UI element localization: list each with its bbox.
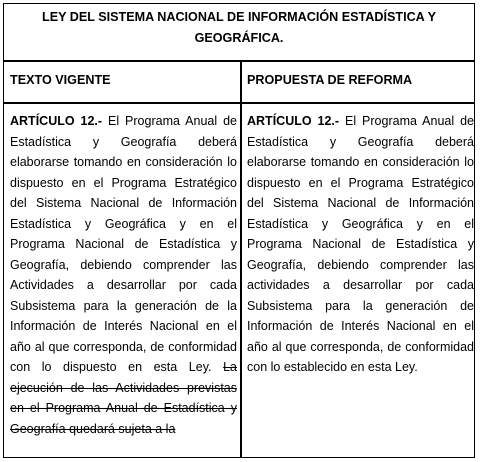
current-article-text: El Programa Anual de Estadística y Geografía deberá elaborarse tomando en consideración lo dispuesto en el Programa Estratégico del Sistema Nacional de Información Estadística y Geográfica y en el Programa Nacional de Estadística y Geografía, debiendo comprender las Actividades a desarrollar por cada Subsistema para la generación de la Información de Interés Nacional en el año al que corresponda, de conformidad con lo dispuesto en esta Ley. [10, 114, 237, 374]
law-title: LEY DEL SISTEMA NACIONAL DE INFORMACIÓN ESTADÍSTICA Y GEOGRÁFICA. [42, 10, 436, 45]
comparison-table [3, 3, 475, 458]
current-text-cell [10, 111, 237, 439]
article-row [4, 104, 474, 457]
struck-through-text: La ejecución de las Actividades previstas en el Programa Anual de Estadística y Geografía quedará sujeta a la [10, 360, 237, 436]
header-texto-vigente: TEXTO VIGENTE [10, 73, 111, 87]
law-title-cell [4, 4, 474, 62]
proposed-article-text: El Programa Anual de Estadística y Geografía deberá elaborarse tomando en consideración lo dispuesto en el Programa Estratégico del Sistema Nacional de Información Estadística y Geográfica y en el Programa Nacional de Estadística y Geografía, debiendo comprender las actividades a desarrollar por cada Subsistema para la generación de Información de Interés Nacional en el año al que corresponda, de conformidad con lo establecido en esta Ley. [247, 114, 474, 374]
column-header-row [4, 62, 474, 104]
article-label-current: ARTÍCULO 12.- [10, 114, 103, 128]
article-label-proposed: ARTÍCULO 12.- [247, 114, 340, 128]
header-propuesta-reforma: PROPUESTA DE REFORMA [247, 73, 413, 87]
proposed-text-cell [247, 111, 474, 378]
